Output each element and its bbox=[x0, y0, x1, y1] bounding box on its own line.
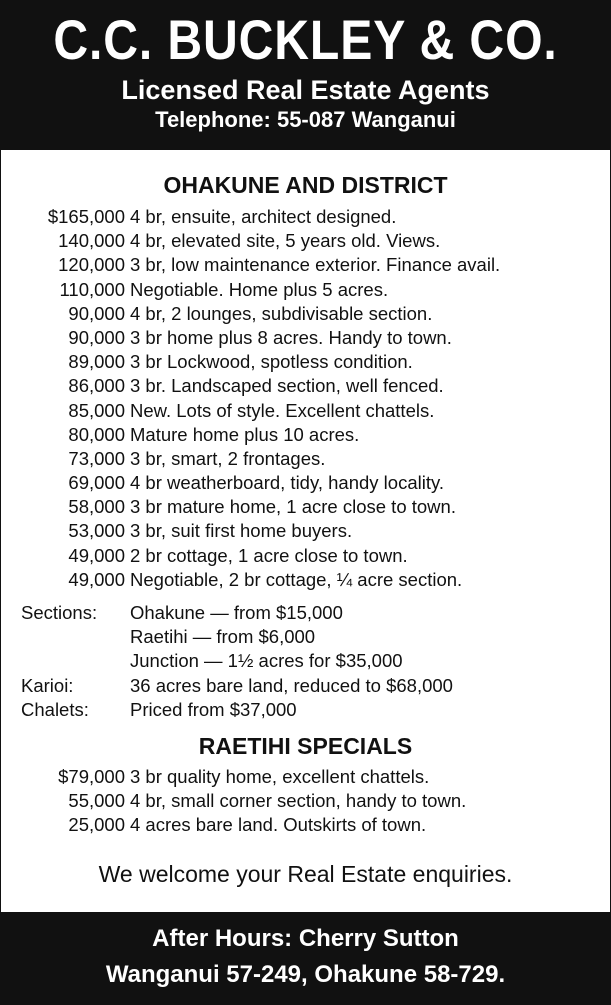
listing-row bbox=[0, 765, 611, 789]
listing-row bbox=[0, 229, 611, 253]
listing-price: 58,000 bbox=[68, 496, 125, 518]
chalets-label: Chalets: bbox=[21, 698, 89, 720]
listing-row bbox=[0, 253, 611, 277]
listing-description: 3 br. Landscaped section, well fenced. bbox=[130, 375, 444, 397]
listing-price: 90,000 bbox=[68, 302, 125, 324]
after-hours-numbers: Wanganui 57-249, Ohakune 58-729. bbox=[105, 961, 506, 988]
list-item bbox=[0, 698, 611, 722]
listing-description: 3 br quality home, excellent chattels. bbox=[130, 766, 430, 787]
section-raetihi: Raetihi — from $6,000 bbox=[130, 626, 316, 648]
listing-description: Negotiable. Home plus 5 acres. bbox=[130, 278, 389, 300]
listing-description: 4 br, small corner section, handy to town. bbox=[130, 790, 467, 812]
listing-row bbox=[0, 789, 611, 813]
listing-description: Mature home plus 10 acres. bbox=[130, 423, 360, 445]
listing-description: 3 br, smart, 2 frontages. bbox=[130, 447, 326, 469]
raetihi-listings bbox=[0, 765, 611, 838]
listing-row bbox=[0, 278, 611, 302]
section-ohakune: Ohakune — from $15,000 bbox=[130, 602, 343, 623]
listing-description: New. Lots of style. Excellent chattels. bbox=[130, 399, 435, 421]
listing-row bbox=[0, 471, 611, 495]
listing-description: 3 br, suit first home buyers. bbox=[130, 520, 353, 542]
listing-price: 55,000 bbox=[68, 790, 125, 812]
list-item bbox=[0, 625, 611, 649]
company-name: C.C. BUCKLEY & CO. bbox=[53, 8, 558, 71]
listing-price: 80,000 bbox=[68, 423, 125, 445]
listing-row bbox=[0, 350, 611, 374]
listing-description: 3 br Lockwood, spotless condition. bbox=[130, 351, 413, 373]
sections-label: Sections: bbox=[21, 602, 98, 623]
karioi-desc: 36 acres bare land, reduced to $68,000 bbox=[130, 674, 453, 696]
raetihi-title: RAETIHI SPECIALS bbox=[198, 733, 413, 759]
listing-price: 89,000 bbox=[68, 351, 125, 373]
list-item bbox=[0, 601, 611, 625]
listing-description: 4 br, 2 lounges, subdivisable section. bbox=[130, 302, 433, 324]
listing-price: $165,000 bbox=[47, 206, 125, 227]
listing-price: 49,000 bbox=[68, 544, 125, 566]
list-item bbox=[0, 674, 611, 698]
listing-description: Negotiable, 2 br cottage, ¼ acre section. bbox=[130, 568, 463, 590]
listing-row bbox=[0, 568, 611, 592]
listing-description: 2 br cottage, 1 acre close to town. bbox=[130, 544, 408, 566]
listing-row bbox=[0, 205, 611, 229]
listing-description: 3 br, low maintenance exterior. Finance avail. bbox=[130, 254, 501, 276]
ohakune-title: OHAKUNE AND DISTRICT bbox=[163, 172, 448, 198]
tagline: Licensed Real Estate Agents bbox=[121, 75, 490, 105]
listing-row bbox=[0, 495, 611, 519]
listing-price: 140,000 bbox=[58, 230, 125, 252]
after-hours: After Hours: Cherry Sutton bbox=[152, 925, 459, 952]
listing-row bbox=[0, 302, 611, 326]
listing-price: 25,000 bbox=[68, 814, 125, 836]
listing-price: 110,000 bbox=[59, 278, 125, 300]
listing-price: 86,000 bbox=[68, 375, 125, 397]
listing-price: 69,000 bbox=[68, 472, 125, 494]
ohakune-listings bbox=[0, 205, 611, 592]
listing-price: 85,000 bbox=[68, 399, 125, 421]
header-banner bbox=[0, 0, 611, 150]
welcome-message: We welcome your Real Estate enquiries. bbox=[98, 861, 513, 887]
listing-row bbox=[0, 326, 611, 350]
listing-description: 3 br home plus 8 acres. Handy to town. bbox=[130, 326, 452, 348]
listing-price: 90,000 bbox=[68, 326, 125, 348]
other-listings bbox=[0, 601, 611, 722]
listing-description: 4 br, ensuite, architect designed. bbox=[130, 206, 397, 227]
listing-price: 53,000 bbox=[68, 520, 125, 542]
karioi-label: Karioi: bbox=[21, 674, 74, 696]
listing-row bbox=[0, 544, 611, 568]
listing-description: 4 br weatherboard, tidy, handy locality. bbox=[130, 472, 444, 494]
list-item bbox=[0, 649, 611, 673]
listing-row bbox=[0, 374, 611, 398]
listing-description: 4 br, elevated site, 5 years old. Views. bbox=[130, 230, 441, 252]
listing-row bbox=[0, 423, 611, 447]
listing-price: $79,000 bbox=[58, 766, 125, 787]
section-junction: Junction — 1½ acres for $35,000 bbox=[130, 650, 403, 672]
listing-row bbox=[0, 399, 611, 423]
listing-description: 3 br mature home, 1 acre close to town. bbox=[130, 496, 456, 518]
listing-price: 49,000 bbox=[68, 568, 125, 590]
listing-price: 73,000 bbox=[68, 447, 125, 469]
listing-description: 4 acres bare land. Outskirts of town. bbox=[130, 814, 427, 836]
listing-row bbox=[0, 813, 611, 837]
telephone: Telephone: 55-087 Wanganui bbox=[155, 107, 456, 132]
chalets-desc: Priced from $37,000 bbox=[130, 698, 297, 720]
listing-price: 120,000 bbox=[58, 254, 125, 276]
footer-banner bbox=[0, 912, 611, 1005]
listing-row bbox=[0, 519, 611, 543]
listing-row bbox=[0, 447, 611, 471]
